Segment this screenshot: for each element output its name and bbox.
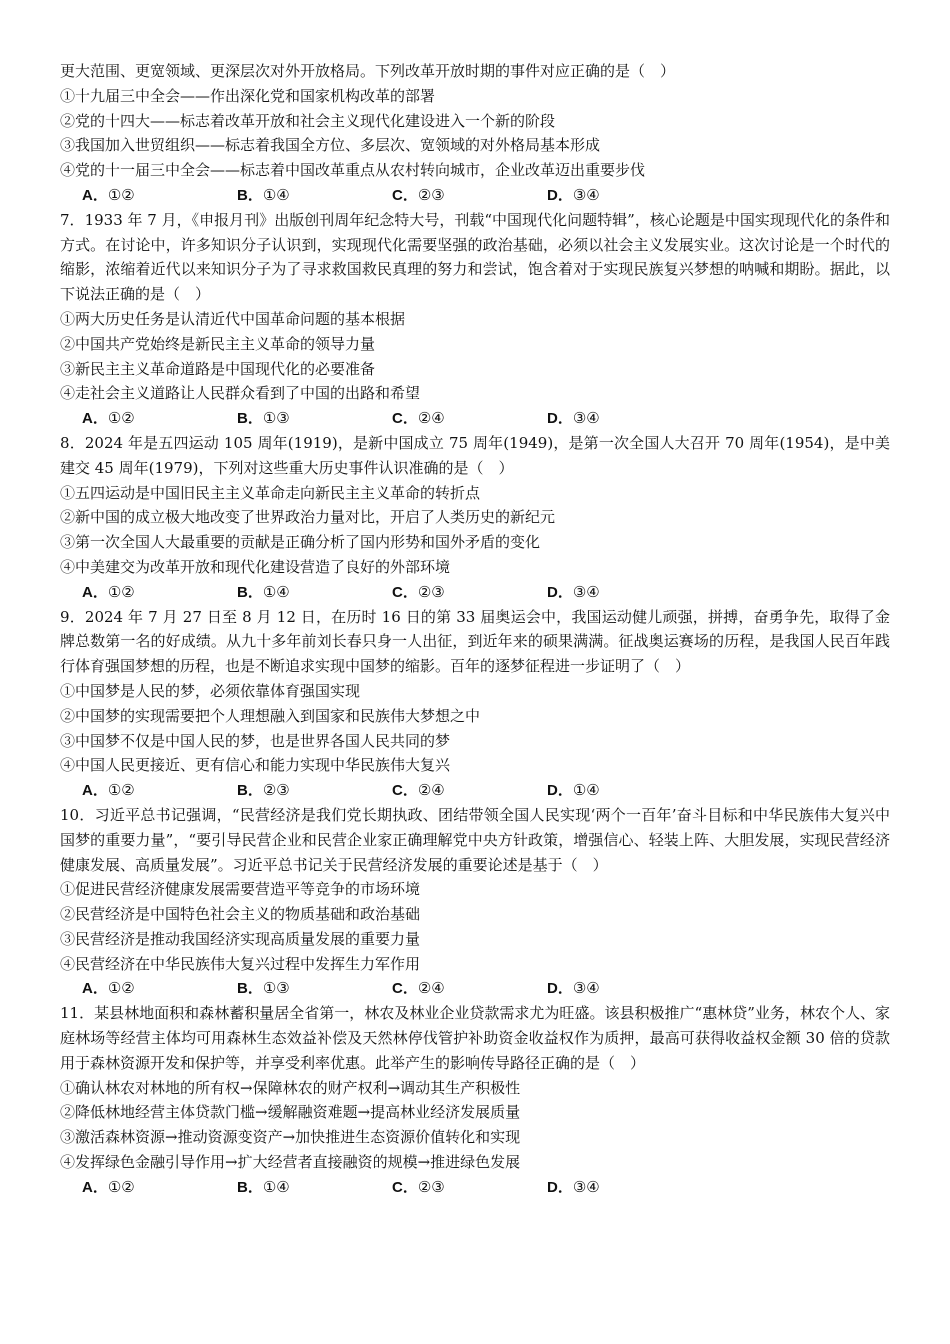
- question-7: [60, 208, 890, 431]
- question-9-item-4: ④中国人民更接近、更有信心和能力实现中华民族伟大复兴: [60, 756, 451, 775]
- choice-c[interactable]: C．②④: [392, 979, 445, 998]
- question-7-item-2: ②中国共产党始终是新民主主义革命的领导力量: [60, 334, 376, 353]
- question-7-item-4: ④走社会主义道路让人民群众看到了中国的出路和希望: [60, 384, 421, 403]
- question-8-choices: [60, 580, 890, 605]
- question-10-choices: [60, 976, 890, 1001]
- question-8: [60, 431, 890, 605]
- question-9-choices: [60, 778, 890, 803]
- question-6-item-2: ②党的十四大——标志着改革开放和社会主义现代化建设进入一个新的阶段: [60, 111, 556, 130]
- question-11-item-1: ①确认林农对林地的所有权→保障林农的财产权利→调动其生产积极性: [60, 1078, 521, 1097]
- choice-b[interactable]: B．①④: [237, 185, 290, 204]
- choice-a[interactable]: A．①②: [82, 1177, 135, 1196]
- choice-d[interactable]: D．①④: [547, 781, 600, 800]
- question-9-item-1: ①中国梦是人民的梦，必须依靠体育强国实现: [60, 681, 361, 700]
- question-6-choices: [60, 183, 890, 208]
- question-11-stem: 11．某县林地面积和森林蓄积量居全省第一，林农及林业企业贷款需求尤为旺盛。该县积极推广“惠林贷”业务，林农个人、家庭林场等经营主体均可用森林生态效益补偿及天然林停伐管护补助资金收益权作为质押，最高可获得收益权金额 30 倍的贷款用于森林资源开发和保护等，并享受利率优惠。此举产生的影响传导路径正确的是（ ）: [60, 1004, 890, 1072]
- question-7-choices: [60, 406, 890, 431]
- choice-a[interactable]: A．①②: [82, 781, 135, 800]
- question-7-item-3: ③新民主主义革命道路是中国现代化的必要准备: [60, 359, 376, 378]
- question-11-item-2: ②降低林地经营主体贷款门槛→缓解融资难题→提高林业经济发展质量: [60, 1103, 521, 1122]
- question-9-stem: 9．2024 年 7 月 27 日至 8 月 12 日，在历时 16 日的第 33 届奥运会中，我国运动健儿顽强，拼搏，奋勇争先，取得了金牌总数第一名的好成绩。从九十多年前刘长春只身一人出征，到近年来的硕果满满。征战奥运赛场的历程，是我国人民百年践行体育强国梦想的历程，也是不断追求实现中国梦的缩影。百年的逐梦征程进一步证明了（ ）: [60, 607, 890, 676]
- question-7-stem: 7．1933 年 7 月，《申报月刊》出版创刊周年纪念特大号，刊载“中国现代化问题特辑”，核心论题是中国实现现代化的条件和方式。在讨论中，许多知识分子认识到，实现现代化需要坚强的政治基础，必须以社会主义发展实业。这次讨论是一个时代的缩影，浓缩着近代以来知识分子为了寻求救国救民真理的努力和尝试，饱含着对于实现民族复兴梦想的呐喊和期盼。据此，以下说法正确的是（ ）: [60, 210, 890, 304]
- question-10-item-2: ②民营经济是中国特色社会主义的物质基础和政治基础: [60, 905, 421, 924]
- choice-c[interactable]: C．②③: [392, 185, 445, 204]
- choice-b[interactable]: B．①④: [237, 1177, 290, 1196]
- question-9-item-3: ③中国梦不仅是中国人民的梦，也是世界各国人民共同的梦: [60, 731, 451, 750]
- choice-d[interactable]: D．③④: [547, 979, 600, 998]
- question-11: [60, 1001, 890, 1199]
- question-6: [60, 59, 890, 208]
- choice-b[interactable]: B．①③: [237, 979, 290, 998]
- question-11-choices: [60, 1175, 890, 1200]
- question-10-item-1: ①促进民营经济健康发展需要营造平等竞争的市场环境: [60, 880, 421, 899]
- question-10-item-3: ③民营经济是推动我国经济实现高质量发展的重要力量: [60, 929, 421, 948]
- choice-d[interactable]: D．③④: [547, 185, 600, 204]
- choice-a[interactable]: A．①②: [82, 409, 135, 428]
- choice-d[interactable]: D．③④: [547, 582, 600, 601]
- choice-b[interactable]: B．①④: [237, 582, 290, 601]
- question-8-stem: 8．2024 年是五四运动 105 周年(1919)，是新中国成立 75 周年(1949)，是第一次全国人大召开 70 周年(1954)，是中美建交 45 周年(1979)，下列对这些重大历史事件认识准确的是（ ）: [60, 433, 890, 477]
- question-10-stem: 10．习近平总书记强调，“民营经济是我们党长期执政、团结带领全国人民实现‘两个一百年’奋斗目标和中华民族伟大复兴中国梦的重要力量”，“要引导民营企业和民营企业家正确理解党中央方针政策，增强信心、轻装上阵、大胆发展，实现民营经济健康发展、高质量发展”。习近平总书记关于民营经济发展的重要论述是基于（ ）: [60, 805, 890, 874]
- choice-a[interactable]: A．①②: [82, 979, 135, 998]
- question-8-item-1: ①五四运动是中国旧民主主义革命走向新民主主义革命的转折点: [60, 483, 481, 502]
- choice-c[interactable]: C．②③: [392, 582, 445, 601]
- question-6-item-1: ①十九届三中全会——作出深化党和国家机构改革的部署: [60, 86, 436, 105]
- choice-a[interactable]: A．①②: [82, 185, 135, 204]
- question-11-item-4: ④发挥绿色金融引导作用→扩大经营者直接融资的规模→推进绿色发展: [60, 1153, 521, 1172]
- choice-a[interactable]: A．①②: [82, 582, 135, 601]
- choice-b[interactable]: B．①③: [237, 409, 290, 428]
- question-6-stem-tail: 更大范围、更宽领域、更深层次对外开放格局。下列改革开放时期的事件对应正确的是（ ）: [60, 62, 676, 80]
- question-7-item-1: ①两大历史任务是认清近代中国革命问题的基本根据: [60, 309, 406, 328]
- question-8-item-2: ②新中国的成立极大地改变了世界政治力量对比，开启了人类历史的新纪元: [60, 508, 556, 527]
- choice-c[interactable]: C．②④: [392, 409, 445, 428]
- question-9-item-2: ②中国梦的实现需要把个人理想融入到国家和民族伟大梦想之中: [60, 706, 481, 725]
- question-10: [60, 803, 890, 1001]
- question-9: [60, 605, 890, 803]
- choice-c[interactable]: C．②④: [392, 781, 445, 800]
- choice-d[interactable]: D．③④: [547, 1177, 600, 1196]
- choice-c[interactable]: C．②③: [392, 1177, 445, 1196]
- question-10-item-4: ④民营经济在中华民族伟大复兴过程中发挥生力军作用: [60, 954, 421, 973]
- choice-d[interactable]: D．③④: [547, 409, 600, 428]
- question-6-item-3: ③我国加入世贸组织——标志着我国全方位、多层次、宽领域的对外格局基本形成: [60, 136, 601, 155]
- exam-page: [60, 59, 890, 1200]
- question-8-item-4: ④中美建交为改革开放和现代化建设营造了良好的外部环境: [60, 557, 451, 576]
- choice-b[interactable]: B．②③: [237, 781, 290, 800]
- question-11-item-3: ③激活森林资源→推动资源变资产→加快推进生态资源价值转化和实现: [60, 1128, 521, 1147]
- question-6-item-4: ④党的十一届三中全会——标志着中国改革重点从农村转向城市，企业改革迈出重要步伐: [60, 161, 646, 180]
- question-8-item-3: ③第一次全国人大最重要的贡献是正确分析了国内形势和国外矛盾的变化: [60, 533, 541, 552]
